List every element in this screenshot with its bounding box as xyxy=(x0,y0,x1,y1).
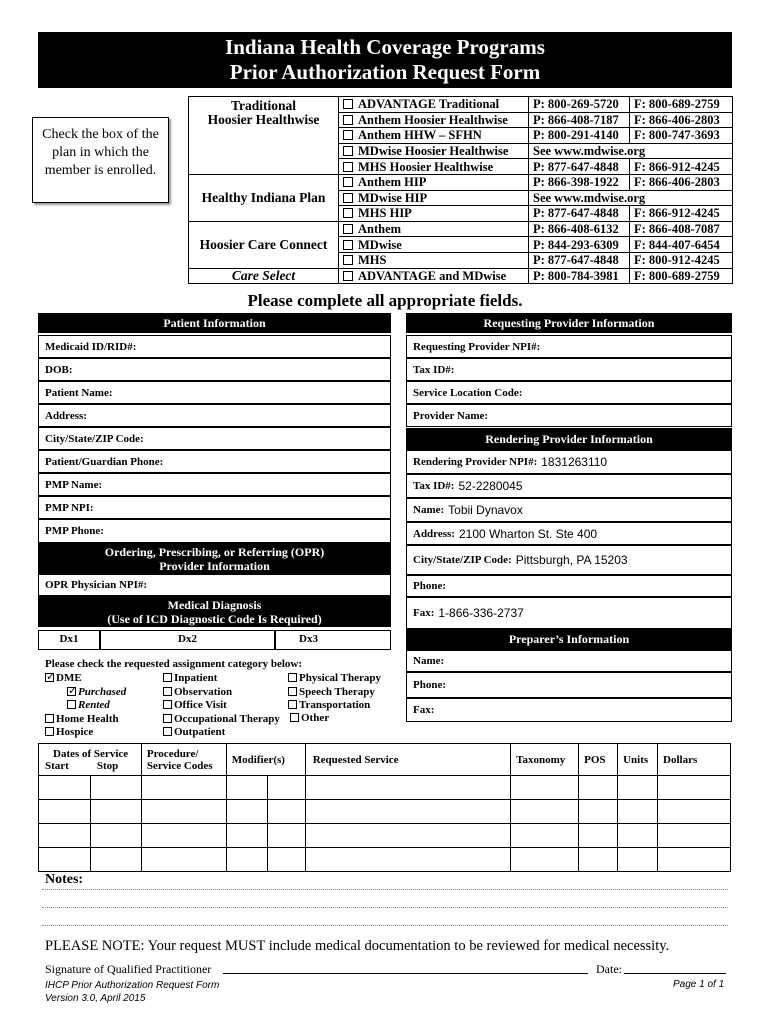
plan-fax: F: 844-407-6454 xyxy=(630,237,733,253)
plan-phone: P: 800-291-4140 xyxy=(529,128,630,144)
modifiers-header: Modifier(s) xyxy=(226,744,305,776)
pmp-npi-field[interactable]: PMP NPI: xyxy=(38,496,391,519)
other-checkbox[interactable] xyxy=(290,713,299,722)
plan-checkbox[interactable] xyxy=(343,240,353,250)
address-field[interactable]: Address: xyxy=(38,404,391,427)
table-row[interactable] xyxy=(39,824,731,848)
pmp-name-field[interactable]: PMP Name: xyxy=(38,473,391,496)
assignment-prompt: Please check the requested assignment category below: xyxy=(45,658,303,670)
provider-name-field[interactable]: Provider Name: xyxy=(406,404,732,427)
signature-label: Signature of Qualified Practitioner xyxy=(45,962,212,976)
requesting-npi-field[interactable]: Requesting Provider NPI#: xyxy=(406,335,732,358)
preparer-phone-field[interactable]: Phone: xyxy=(406,672,732,698)
rendering-city-field[interactable]: City/State/ZIP Code: Pittsburgh, PA 15203 xyxy=(406,545,732,575)
plan-checkbox[interactable] xyxy=(343,177,353,187)
plan-fax: F: 800-747-3693 xyxy=(630,128,733,144)
page-number: Page 1 of 1 xyxy=(673,979,725,990)
occupational-option[interactable]: Occupational Therapy xyxy=(163,713,280,727)
plan-fax: F: 866-408-7087 xyxy=(630,221,733,237)
rendering-npi-field[interactable]: Rendering Provider NPI#: 1831263110 xyxy=(406,450,732,474)
purchased-checkbox[interactable] xyxy=(67,687,76,696)
assignment-col3 xyxy=(288,672,381,713)
plan-checkbox[interactable] xyxy=(343,193,353,203)
rendering-fax-field[interactable]: Fax: 1-866-336-2737 xyxy=(406,597,732,629)
plan-phone: P: 877-647-4848 xyxy=(529,206,630,222)
rendering-address-field[interactable]: Address: 2100 Wharton St. Ste 400 xyxy=(406,522,732,545)
plan-checkbox[interactable] xyxy=(343,99,353,109)
plans-table xyxy=(188,96,733,284)
plan-checkbox[interactable] xyxy=(343,130,353,140)
dob-field[interactable]: DOB: xyxy=(38,358,391,381)
dme-option[interactable]: ✓DME xyxy=(45,672,126,686)
group-traditional: Traditional Hoosier Healthwise xyxy=(189,97,339,175)
notes-line[interactable] xyxy=(42,907,728,908)
plan-checkbox[interactable] xyxy=(343,224,353,234)
inpatient-option[interactable]: Inpatient xyxy=(163,672,280,686)
preparer-fax-field[interactable]: Fax: xyxy=(406,698,732,722)
patient-name-field[interactable]: Patient Name: xyxy=(38,381,391,404)
dates-of-service-header: Dates of Service Start Stop xyxy=(39,744,142,776)
plan-fax: F: 866-912-4245 xyxy=(630,159,733,175)
taxonomy-header: Taxonomy xyxy=(511,744,579,776)
office-visit-checkbox[interactable] xyxy=(163,700,172,709)
plan-checkbox[interactable] xyxy=(343,162,353,172)
city-state-zip-field[interactable]: City/State/ZIP Code: xyxy=(38,427,391,450)
plan-fax: F: 800-689-2759 xyxy=(630,268,733,284)
purchased-option[interactable]: ✓Purchased xyxy=(45,686,126,700)
plan-phone: P: 800-269-5720 xyxy=(529,97,630,113)
plan-phone: P: 844-293-6309 xyxy=(529,237,630,253)
physical-checkbox[interactable] xyxy=(288,673,297,682)
plan-fax: F: 866-406-2803 xyxy=(630,112,733,128)
plan-phone: P: 877-647-4848 xyxy=(529,159,630,175)
observation-option[interactable]: Observation xyxy=(163,686,280,700)
plan-row[interactable]: MDwise Hoosier Healthwise xyxy=(339,143,529,159)
pmp-phone-field[interactable]: PMP Phone: xyxy=(38,519,391,543)
plan-checkbox[interactable] xyxy=(343,146,353,156)
plan-checkbox[interactable] xyxy=(343,255,353,265)
group-hcc: Hoosier Care Connect xyxy=(189,221,339,268)
speech-option[interactable]: Speech Therapy xyxy=(288,686,381,700)
preparer-name-field[interactable]: Name: xyxy=(406,650,732,672)
office-visit-option[interactable]: Office Visit xyxy=(163,699,280,713)
signature-line[interactable] xyxy=(223,973,588,974)
table-row[interactable] xyxy=(39,776,731,800)
plan-checkbox[interactable] xyxy=(343,208,353,218)
plan-row[interactable]: Anthem HIP xyxy=(339,174,529,190)
plan-row[interactable]: ADVANTAGE and MDwise xyxy=(339,268,529,284)
preparer-header: Preparer’s Information xyxy=(406,629,732,650)
dx3-field[interactable]: Dx3 xyxy=(275,630,391,650)
plan-row[interactable]: Anthem HHW – SFHN xyxy=(339,128,529,144)
plan-phone: P: 866-398-1922 xyxy=(529,174,630,190)
home-health-checkbox[interactable] xyxy=(45,714,54,723)
plan-checkbox[interactable] xyxy=(343,115,353,125)
transportation-checkbox[interactable] xyxy=(288,700,297,709)
assignment-col2 xyxy=(163,672,280,740)
occupational-checkbox[interactable] xyxy=(163,714,172,723)
pos-header: POS xyxy=(579,744,618,776)
requested-service-header: Requested Service xyxy=(305,744,510,776)
title-line-2: Prior Authorization Request Form xyxy=(229,60,541,84)
other-option[interactable]: Other xyxy=(290,712,329,726)
plan-fax: F: 800-912-4245 xyxy=(630,252,733,268)
inpatient-checkbox[interactable] xyxy=(163,673,172,682)
medicaid-id-field[interactable]: Medicaid ID/RID#: xyxy=(38,335,391,358)
please-note: PLEASE NOTE: Your request MUST include medical documentation to be reviewed for medical necessity. xyxy=(45,938,670,954)
opr-npi-field[interactable]: OPR Physician NPI#: xyxy=(38,574,391,596)
table-row[interactable] xyxy=(39,848,731,872)
rendering-header: Rendering Provider Information xyxy=(406,428,732,450)
notes-line[interactable] xyxy=(42,925,728,926)
plan-phone: P: 877-647-4848 xyxy=(529,252,630,268)
plan-phone: P: 866-408-7187 xyxy=(529,112,630,128)
footer-form-info xyxy=(45,979,219,1005)
date-line[interactable] xyxy=(624,973,726,974)
plan-row[interactable]: ADVANTAGE Traditional xyxy=(339,97,529,113)
notes-label: Notes: xyxy=(45,872,84,887)
complete-heading: Please complete all appropriate fields. xyxy=(247,291,523,310)
hospice-option[interactable]: Hospice xyxy=(45,726,126,740)
home-health-option[interactable]: Home Health xyxy=(45,713,126,727)
opr-header: Ordering, Prescribing, or Referring (OPR) Provider Information xyxy=(38,543,391,574)
rendering-tax-field[interactable]: Tax ID#: 52-2280045 xyxy=(406,474,732,498)
footer-version: Version 3.0, April 2015 xyxy=(45,993,146,1004)
plan-checkbox[interactable] xyxy=(343,271,353,281)
rented-checkbox[interactable] xyxy=(67,700,76,709)
diagnosis-header: Medical Diagnosis (Use of ICD Diagnostic Code Is Required) xyxy=(38,596,391,627)
form-title xyxy=(38,32,732,88)
dx1-field[interactable]: Dx1 xyxy=(38,630,100,650)
plan-row[interactable]: MHS xyxy=(339,252,529,268)
rendering-name-field[interactable]: Name: Tobii Dynavox xyxy=(406,498,732,522)
transportation-option[interactable]: Transportation xyxy=(288,699,381,713)
guardian-phone-field[interactable]: Patient/Guardian Phone: xyxy=(38,450,391,473)
group-care-select: Care Select xyxy=(189,268,339,284)
plan-row[interactable]: Anthem xyxy=(339,221,529,237)
outpatient-option[interactable]: Outpatient xyxy=(163,726,280,740)
observation-checkbox[interactable] xyxy=(163,687,172,696)
procedure-header: Procedure/ Service Codes xyxy=(141,744,226,776)
plan-row[interactable]: MDwise xyxy=(339,237,529,253)
service-location-field[interactable]: Service Location Code: xyxy=(406,381,732,404)
plan-fax: F: 800-689-2759 xyxy=(630,97,733,113)
plan-fax: F: 866-912-4245 xyxy=(630,206,733,222)
plan-row[interactable]: Anthem Hoosier Healthwise xyxy=(339,112,529,128)
requesting-header: Requesting Provider Information xyxy=(406,313,732,333)
plan-row[interactable]: MHS Hoosier Healthwise xyxy=(339,159,529,175)
plan-phone: See www.mdwise.org xyxy=(529,143,733,159)
rented-option[interactable]: Rented xyxy=(45,699,126,713)
plan-phone: See www.mdwise.org xyxy=(529,190,733,206)
speech-checkbox[interactable] xyxy=(288,687,297,696)
plan-fax: F: 866-406-2803 xyxy=(630,174,733,190)
assignment-col1 xyxy=(45,672,126,740)
plan-phone: P: 800-784-3981 xyxy=(529,268,630,284)
dollars-header: Dollars xyxy=(658,744,731,776)
dme-checkbox[interactable] xyxy=(45,673,54,682)
plan-phone: P: 866-408-6132 xyxy=(529,221,630,237)
rendering-phone-field[interactable]: Phone: xyxy=(406,575,732,597)
dx2-field[interactable]: Dx2 xyxy=(100,630,275,650)
notes-line[interactable] xyxy=(42,889,728,890)
footer-form-name: IHCP Prior Authorization Request Form xyxy=(45,980,220,991)
plan-row[interactable]: MHS HIP xyxy=(339,206,529,222)
service-table xyxy=(38,743,731,872)
outpatient-checkbox[interactable] xyxy=(163,727,172,736)
physical-option[interactable]: Physical Therapy xyxy=(288,672,381,686)
group-hip: Healthy Indiana Plan xyxy=(189,174,339,221)
plan-row[interactable]: MDwise HIP xyxy=(339,190,529,206)
plan-instruction: Check the box of the plan in which the member is enrolled. xyxy=(32,117,169,203)
hospice-checkbox[interactable] xyxy=(45,727,54,736)
patient-header: Patient Information xyxy=(38,313,391,333)
units-header: Units xyxy=(618,744,658,776)
date-label: Date: xyxy=(596,962,622,976)
title-line-1: Indiana Health Coverage Programs xyxy=(225,35,545,59)
tax-id-field[interactable]: Tax ID#: xyxy=(406,358,732,381)
table-row[interactable] xyxy=(39,800,731,824)
